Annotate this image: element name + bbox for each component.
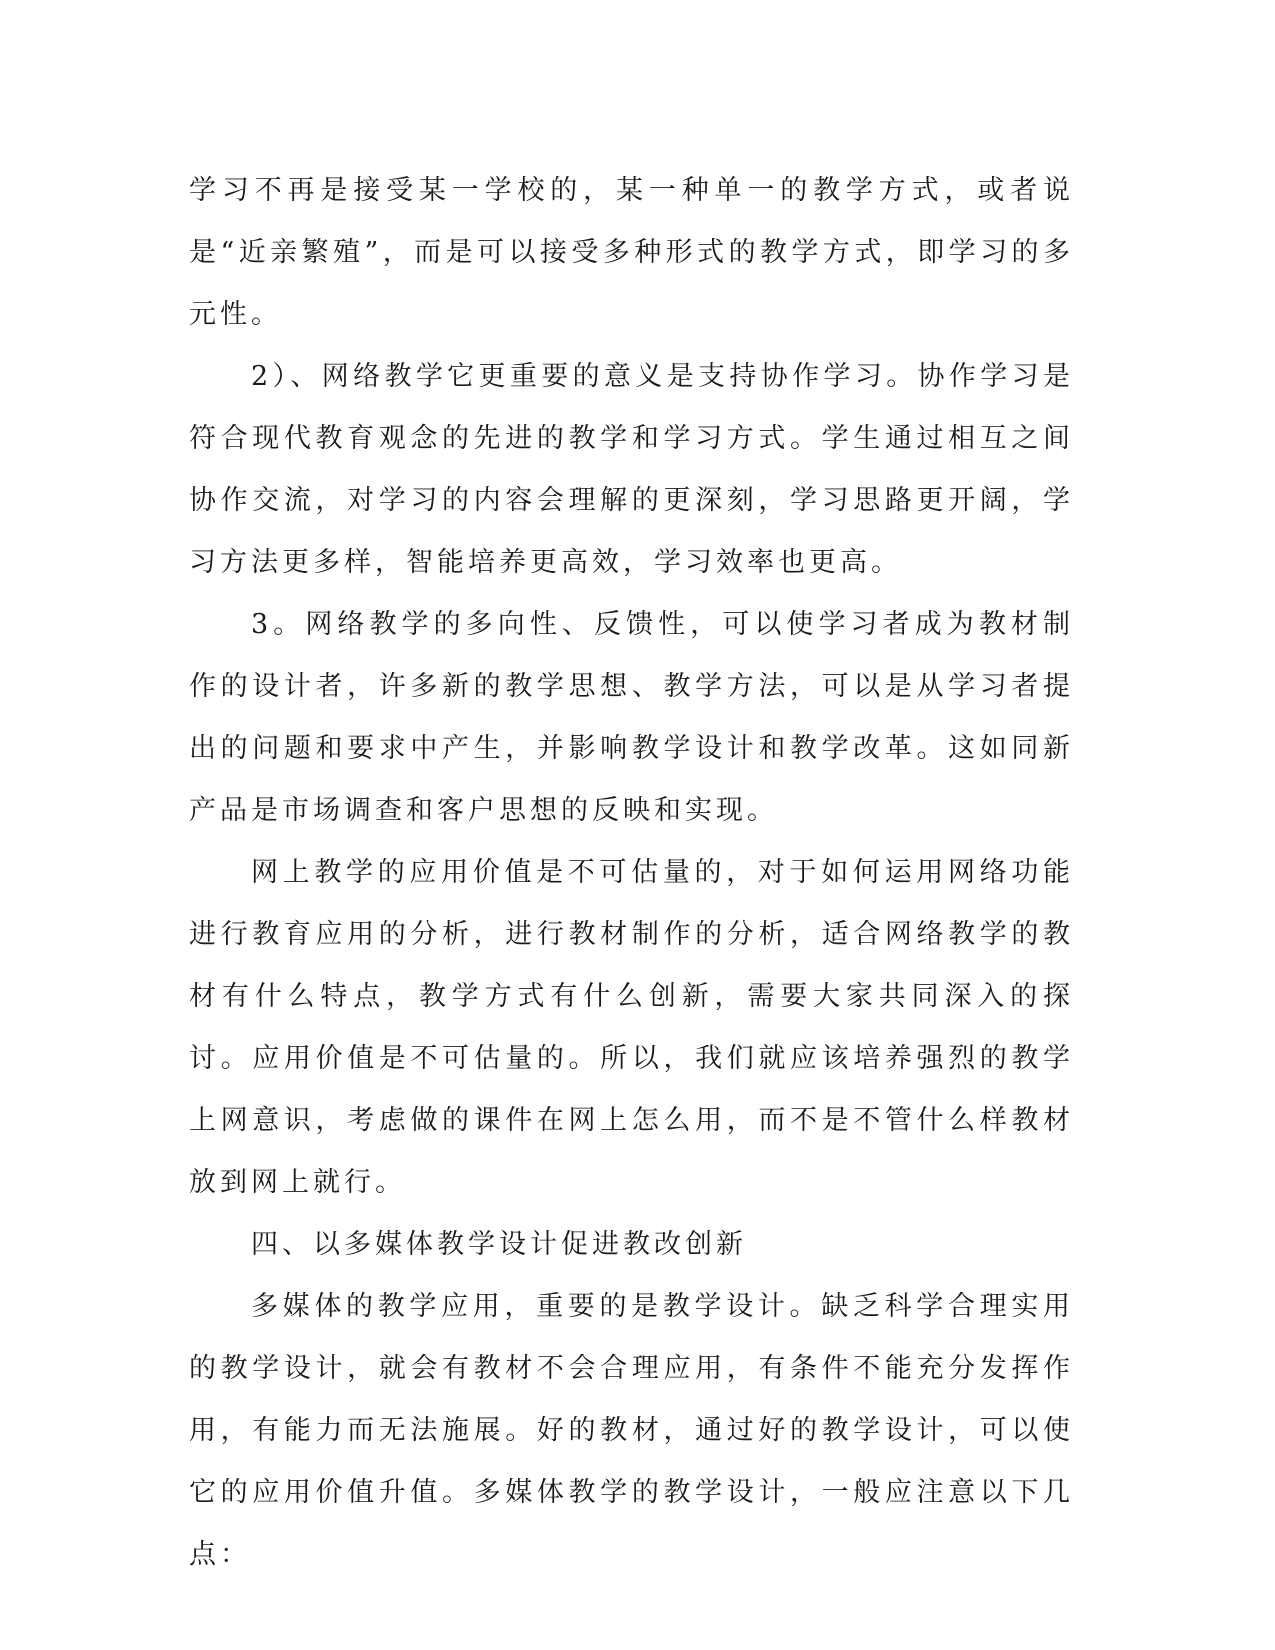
document-body — [189, 160, 1074, 1586]
section-heading: 四、以多媒体教学设计促进教改创新 — [251, 1229, 747, 1260]
paragraph-application-value: 网上教学的应用价值是不可估量的，对于如何运用网络功能进行教育应用的分析，进行教材制作的分析，适合网络教学的教材有什么特点，教学方式有什么创新，需要大家共同深入的探讨。应用价值是不可估量的。所以，我们就应该培养强烈的教学上网意识，考虑做的课件在网上怎么用，而不是不管什么样教材放到网上就行。 — [189, 857, 1074, 1198]
paragraph-collaborative-learning: 2）、网络教学它更重要的意义是支持协作学习。协作学习是符合现代教育观念的先进的教学和学习方式。学生通过相互之间协作交流，对学习的内容会理解的更深刻，学习思路更开阔，学习方法更多样，智能培养更高效，学习效率也更高。 — [189, 361, 1074, 578]
paragraph-continuation: 学习不再是接受某一学校的，某一种单一的教学方式，或者说是“近亲繁殖”，而是可以接受多种形式的教学方式，即学习的多元性。 — [189, 175, 1074, 330]
paragraph-multimedia-design: 多媒体的教学应用，重要的是教学设计。缺乏科学合理实用的教学设计，就会有教材不会合理应用，有条件不能充分发挥作用，有能力而无法施展。好的教材，通过好的教学设计，可以使它的应用价值升值。多媒体教学的教学设计，一般应注意以下几点： — [189, 1291, 1074, 1570]
paragraph-feedback: 3。网络教学的多向性、反馈性，可以使学习者成为教材制作的设计者，许多新的教学思想、教学方法，可以是从学习者提出的问题和要求中产生，并影响教学设计和教学改革。这如同新产品是市场调查和客户思想的反映和实现。 — [189, 609, 1074, 826]
